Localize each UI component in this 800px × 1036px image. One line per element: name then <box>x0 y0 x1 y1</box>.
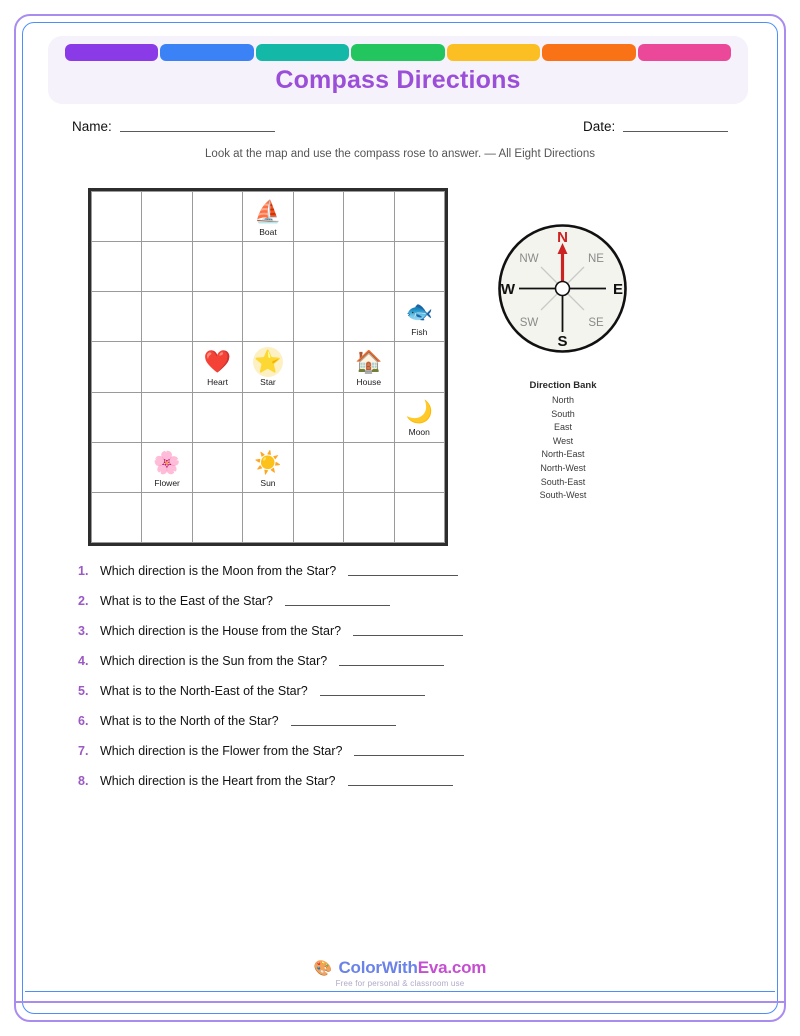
grid-cell-empty[interactable] <box>344 242 394 292</box>
question-answer-blank[interactable] <box>339 654 444 666</box>
moon-icon: 🌙 <box>405 399 433 425</box>
direction-bank-item-2: South <box>551 408 575 419</box>
grid-cell-empty[interactable] <box>92 292 142 342</box>
grid-cell-empty[interactable] <box>394 342 444 392</box>
direction-bank-item-7: South-East <box>540 476 586 487</box>
direction-bank-item-3: East <box>553 422 572 433</box>
direction-bank-item-4: West <box>552 435 574 446</box>
grid-cell-empty[interactable] <box>293 492 343 542</box>
grid-cell-label: Fish <box>411 327 428 338</box>
grid-row <box>92 442 445 492</box>
grid-table <box>91 191 445 543</box>
color-swatch-5 <box>447 44 540 61</box>
grid-cell-label: Moon <box>408 427 430 438</box>
date-field <box>583 119 728 134</box>
color-strip <box>65 44 731 61</box>
color-swatch-4 <box>351 44 444 61</box>
color-swatch-7 <box>638 44 731 61</box>
map-grid <box>88 188 448 546</box>
question-number: 2. <box>78 594 89 608</box>
grid-cell-label: Flower <box>154 477 180 488</box>
grid-cell-label: Sun <box>260 477 276 488</box>
name-date-row <box>72 119 728 139</box>
date-label: Date: <box>582 119 616 134</box>
direction-bank-list <box>478 394 648 503</box>
question-row-6 <box>78 714 718 744</box>
color-swatch-1 <box>65 44 158 61</box>
footer-logo[interactable] <box>314 958 486 978</box>
grid-cell-content <box>142 443 191 492</box>
grid-cell-content <box>243 342 292 391</box>
direction-bank <box>478 380 648 503</box>
grid-cell-moon[interactable] <box>394 392 444 442</box>
question-row-5 <box>78 684 718 714</box>
grid-cell-empty[interactable] <box>344 192 394 242</box>
brand-part-2: Eva <box>417 958 448 977</box>
grid-row <box>92 242 445 292</box>
direction-bank-item-1: North <box>551 395 574 405</box>
question-answer-blank[interactable] <box>291 714 396 726</box>
grid-cell-empty[interactable] <box>192 392 242 442</box>
date-input-blank[interactable] <box>623 119 728 132</box>
grid-cell-empty[interactable] <box>293 192 343 242</box>
grid-cell-empty[interactable] <box>142 492 192 542</box>
compass-label-west: W <box>500 281 516 298</box>
grid-row <box>92 192 445 242</box>
grid-cell-content <box>395 292 444 341</box>
compass-label-south: S <box>557 333 568 350</box>
grid-cell-empty[interactable] <box>344 492 394 542</box>
direction-bank-item-6: North-West <box>540 462 586 473</box>
grid-cell-empty[interactable] <box>293 342 343 392</box>
grid-cell-empty[interactable] <box>243 392 293 442</box>
compass-label-south-east: SE <box>588 317 604 329</box>
direction-bank-title: Direction Bank <box>529 380 597 391</box>
grid-cell-empty[interactable] <box>142 342 192 392</box>
grid-cell-empty[interactable] <box>92 392 142 442</box>
question-number: 1. <box>78 564 89 578</box>
grid-cell-empty[interactable] <box>293 292 343 342</box>
grid-cell-heart[interactable] <box>192 342 242 392</box>
grid-cell-empty[interactable] <box>192 242 242 292</box>
sun-icon: ☀️ <box>254 449 282 475</box>
name-field <box>72 119 275 134</box>
grid-row <box>92 492 445 542</box>
compass-label-north: N <box>557 229 568 246</box>
grid-cell-empty[interactable] <box>394 192 444 242</box>
grid-cell-empty[interactable] <box>293 442 343 492</box>
questions-list <box>78 564 718 804</box>
grid-cell-fish[interactable] <box>394 292 444 342</box>
direction-bank-item-5: North-East <box>541 449 585 460</box>
question-row-8 <box>78 774 718 804</box>
question-number: 4. <box>78 654 89 668</box>
question-number: 7. <box>78 744 89 758</box>
question-row-3 <box>78 624 718 654</box>
page-title: Compass Directions <box>275 66 521 94</box>
question-text: Which direction is the Flower from the Star? <box>100 744 464 758</box>
question-number: 5. <box>78 684 89 698</box>
grid-cell-empty[interactable] <box>344 292 394 342</box>
grid-cell-empty[interactable] <box>243 492 293 542</box>
grid-cell-empty[interactable] <box>192 292 242 342</box>
fish-icon: 🐟 <box>405 299 433 325</box>
question-text: What is to the North of the Star? <box>100 714 396 728</box>
grid-cell-empty[interactable] <box>192 192 242 242</box>
brand-name <box>338 958 486 978</box>
grid-cell-content <box>395 393 444 442</box>
grid-cell-star[interactable] <box>243 342 293 392</box>
heart-icon: ❤️ <box>203 349 232 375</box>
flower-icon: 🌸 <box>153 449 181 475</box>
question-answer-blank[interactable] <box>348 774 453 786</box>
compass-label-north-east: NE <box>588 253 604 265</box>
grid-cell-content <box>193 342 242 391</box>
grid-cell-flower[interactable] <box>142 442 192 492</box>
question-text: Which direction is the House from the Star? <box>100 624 463 638</box>
boat-icon: ⛵ <box>254 198 282 224</box>
name-label: Name: <box>72 119 112 134</box>
grid-cell-empty[interactable] <box>92 342 142 392</box>
question-number: 3. <box>78 624 89 638</box>
question-row-4 <box>78 654 718 684</box>
grid-cell-empty[interactable] <box>192 442 242 492</box>
color-swatch-3 <box>256 44 349 61</box>
question-row-1 <box>78 564 718 594</box>
question-text: Which direction is the Moon from the Star? <box>100 564 458 578</box>
compass-label-east: E <box>612 281 624 298</box>
palette-icon: 🎨 <box>313 959 333 977</box>
grid-cell-label: Boat <box>259 226 277 237</box>
footer-tagline: Free for personal & classroom use <box>335 979 465 988</box>
compass-rose-svg <box>496 222 629 355</box>
grid-cell-empty[interactable] <box>344 442 394 492</box>
grid-cell-empty[interactable] <box>394 492 444 542</box>
grid-row <box>92 342 445 392</box>
star-icon: ⭐ <box>253 347 283 377</box>
footer <box>0 958 800 988</box>
compass-label-north-west: NW <box>519 253 539 265</box>
grid-cell-house[interactable] <box>344 342 394 392</box>
question-row-7 <box>78 744 718 774</box>
grid-cell-empty[interactable] <box>394 442 444 492</box>
grid-cell-label: House <box>356 377 382 388</box>
grid-cell-label: Star <box>260 377 276 388</box>
question-answer-blank[interactable] <box>353 624 463 636</box>
footer-rule-blue <box>25 991 775 992</box>
question-text: What is to the North-East of the Star? <box>100 684 425 698</box>
compass-hub <box>556 282 570 296</box>
grid-cell-empty[interactable] <box>142 242 192 292</box>
question-text: What is to the East of the Star? <box>100 594 390 608</box>
grid-cell-empty[interactable] <box>344 392 394 442</box>
question-text: Which direction is the Heart from the Star? <box>100 774 453 788</box>
color-swatch-6 <box>542 44 635 61</box>
grid-cell-empty[interactable] <box>142 392 192 442</box>
grid-cell-empty[interactable] <box>92 192 142 242</box>
grid-cell-empty[interactable] <box>394 242 444 292</box>
instructions-text: Look at the map and use the compass rose to answer. — All Eight Directions <box>205 148 595 160</box>
grid-cell-label: Heart <box>207 377 228 388</box>
name-input-blank[interactable] <box>120 119 275 132</box>
grid-cell-content <box>344 342 393 391</box>
grid-cell-boat[interactable] <box>243 192 293 242</box>
grid-cell-empty[interactable] <box>293 242 343 292</box>
grid-cell-empty[interactable] <box>92 242 142 292</box>
question-answer-blank[interactable] <box>285 594 390 606</box>
question-row-2 <box>78 594 718 624</box>
question-answer-blank[interactable] <box>320 684 425 696</box>
question-number: 6. <box>78 714 89 728</box>
grid-cell-content <box>243 443 292 492</box>
grid-cell-sun[interactable] <box>243 442 293 492</box>
grid-cell-empty[interactable] <box>142 192 192 242</box>
compass-label-south-west: SW <box>519 317 539 329</box>
grid-cell-empty[interactable] <box>92 492 142 542</box>
grid-cell-empty[interactable] <box>142 292 192 342</box>
grid-row <box>92 292 445 342</box>
grid-cell-empty[interactable] <box>243 292 293 342</box>
question-answer-blank[interactable] <box>354 744 464 756</box>
color-swatch-2 <box>160 44 253 61</box>
grid-cell-empty[interactable] <box>243 242 293 292</box>
grid-cell-empty[interactable] <box>293 392 343 442</box>
house-icon: 🏠 <box>355 349 383 375</box>
header-card <box>48 36 748 104</box>
question-text: Which direction is the Sun from the Star? <box>100 654 444 668</box>
grid-cell-empty[interactable] <box>192 492 242 542</box>
brand-part-3: .com <box>447 958 487 977</box>
grid-cell-content <box>243 192 292 241</box>
question-answer-blank[interactable] <box>348 564 458 576</box>
direction-bank-item-8: South-West <box>539 490 587 501</box>
compass-rose <box>496 222 629 355</box>
question-number: 8. <box>78 774 89 788</box>
grid-row <box>92 392 445 442</box>
footer-rule-purple <box>16 1001 784 1003</box>
brand-part-1: ColorWith <box>338 958 418 977</box>
grid-cell-empty[interactable] <box>92 442 142 492</box>
